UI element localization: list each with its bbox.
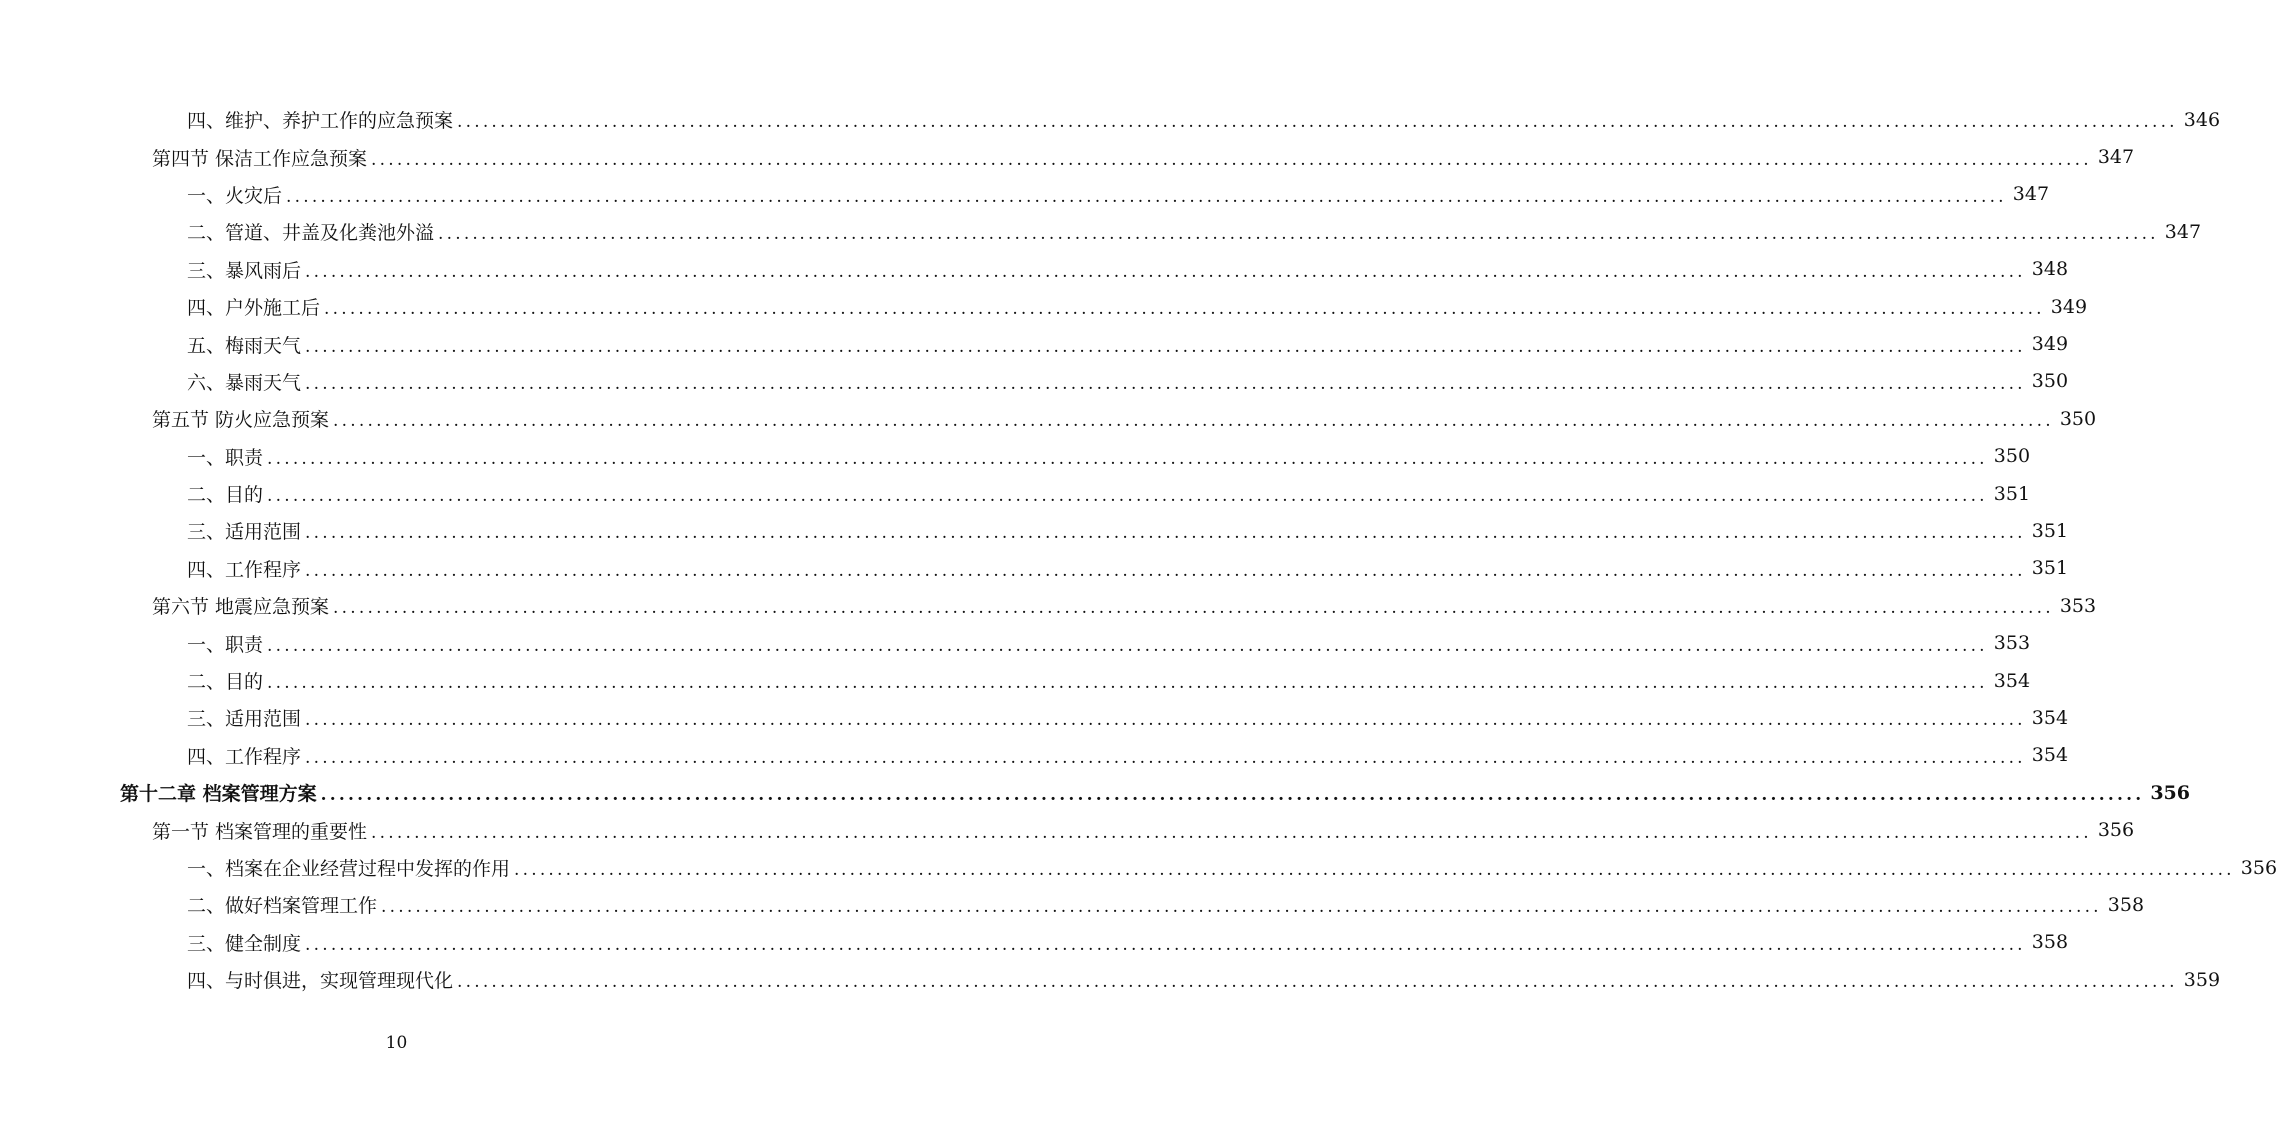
toc-page-number: 349 (2031, 333, 2069, 356)
toc-entry-title: 三、暴风雨后 (187, 259, 302, 282)
toc-page-number: 347 (2012, 183, 2050, 206)
toc-section-row[interactable] (0, 138, 2135, 175)
toc-dot-leader: ........................................................................................................................................................................................................ (267, 486, 1988, 507)
toc-dot-leader: ........................................................................................................................................................................................................ (333, 598, 2054, 619)
toc-entry-title: 三、健全制度 (187, 932, 302, 955)
toc-item-row[interactable] (0, 213, 2202, 250)
toc-item-row[interactable] (0, 924, 2069, 961)
toc-entry-title: 第六节 地震应急预案 (152, 596, 330, 619)
toc-page-number: 358 (2107, 893, 2145, 916)
toc-item-row[interactable] (0, 737, 2069, 774)
toc-item-row[interactable] (0, 961, 2221, 998)
toc-dot-leader: ........................................................................................................................................................................................................ (267, 635, 1988, 656)
toc-dot-leader: ........................................................................................................................................................................................................ (286, 186, 2007, 207)
toc-item-row[interactable] (0, 512, 2069, 549)
toc-item-row[interactable] (0, 699, 2069, 736)
toc-dot-leader: ........................................................................................................................................................................................................ (333, 411, 2054, 432)
toc-entry-title: 一、职责 (187, 446, 264, 469)
toc-dot-leader: ........................................................................................................................................................................................................ (320, 785, 2145, 806)
toc-dot-leader: ........................................................................................................................................................................................................ (324, 299, 2045, 320)
toc-item-row[interactable] (0, 475, 2031, 512)
toc-dot-leader: ........................................................................................................................................................................................................ (514, 860, 2235, 880)
toc-entry-title: 二、管道、井盖及化粪池外溢 (187, 222, 435, 245)
toc-page-number: 350 (2031, 370, 2069, 393)
toc-dot-leader: ........................................................................................................................................................................................................ (438, 224, 2159, 245)
toc-entry-title: 二、目的 (187, 671, 264, 694)
toc-page-number: 356 (2150, 781, 2190, 804)
toc-page-number: 346 (2183, 108, 2221, 131)
toc-entry-title: 三、适用范围 (187, 708, 302, 731)
toc-page-number: 347 (2097, 146, 2135, 169)
toc-page-number: 353 (2059, 594, 2097, 617)
toc-entry-title: 四、与时俱进，实现管理现代化 (187, 970, 454, 993)
toc-dot-leader: ........................................................................................................................................................................................................ (305, 336, 2026, 357)
toc-dot-leader: ........................................................................................................................................................................................................ (381, 897, 2102, 918)
toc-page-number: 353 (1993, 632, 2031, 655)
toc-dot-leader: ........................................................................................................................................................................................................ (267, 673, 1988, 694)
toc-section-row[interactable] (0, 587, 2097, 624)
toc-dot-leader: ........................................................................................................................................................................................................ (305, 560, 2026, 581)
toc-item-row[interactable] (0, 662, 2031, 699)
toc-entry-title: 第四节 保洁工作应急预案 (152, 147, 368, 170)
toc-page-number: 359 (2183, 968, 2221, 991)
toc-dot-leader: ........................................................................................................................................................................................................ (371, 822, 2092, 843)
toc-dot-leader: ........................................................................................................................................................................................................ (305, 710, 2026, 731)
toc-entry-title: 第十二章 档案管理方案 (120, 783, 317, 806)
toc-page-number: 350 (2059, 407, 2097, 430)
toc-item-row[interactable] (0, 176, 2050, 213)
toc-section-row[interactable] (0, 400, 2097, 437)
toc-item-row[interactable] (0, 849, 2277, 886)
toc-item-row[interactable] (0, 251, 2069, 288)
toc-page-number: 348 (2031, 258, 2069, 281)
toc-dot-leader: ........................................................................................................................................................................................................ (457, 112, 2178, 133)
toc-entry-title: 一、职责 (187, 633, 264, 656)
toc-page-number: 351 (1993, 482, 2031, 505)
toc-dot-leader: ........................................................................................................................................................................................................ (305, 373, 2026, 394)
toc-dot-leader: ........................................................................................................................................................................................................ (305, 747, 2026, 768)
toc-page-number: 351 (2031, 519, 2069, 542)
toc-entry-title: 四、维护、养护工作的应急预案 (187, 110, 454, 133)
toc-dot-leader: ........................................................................................................................................................................................................ (305, 261, 2026, 282)
page-number: 10 (385, 1033, 408, 1053)
toc-dot-leader: ........................................................................................................................................................................................................ (305, 934, 2026, 955)
toc-entry-title: 二、目的 (187, 484, 264, 507)
toc-entry-title: 一、档案在企业经营过程中发挥的作用 (187, 858, 511, 880)
toc-entry-title: 四、工作程序 (187, 558, 302, 581)
toc-item-row[interactable] (0, 101, 2221, 138)
toc-entry-title: 三、适用范围 (187, 521, 302, 544)
toc-item-row[interactable] (0, 886, 2145, 923)
toc-dot-leader: ........................................................................................................................................................................................................ (457, 972, 2178, 993)
toc-dot-leader: ........................................................................................................................................................................................................ (267, 448, 1988, 469)
toc-page-number: 354 (1993, 669, 2031, 692)
toc-page-number: 354 (2031, 706, 2069, 729)
toc-page-number: 349 (2050, 295, 2088, 318)
toc-section-row[interactable] (0, 811, 2135, 848)
toc-item-row[interactable] (0, 288, 2088, 325)
toc-entry-title: 五、梅雨天气 (187, 334, 302, 357)
toc-entry-title: 六、暴雨天气 (187, 371, 302, 394)
toc-page-number: 356 (2240, 856, 2277, 879)
toc-entry-title: 二、做好档案管理工作 (187, 895, 378, 918)
toc-item-row[interactable] (0, 325, 2069, 362)
toc-dot-leader: ........................................................................................................................................................................................................ (305, 523, 2026, 544)
toc-item-row[interactable] (0, 438, 2031, 475)
toc-entry-title: 第五节 防火应急预案 (152, 409, 330, 432)
table-of-contents (0, 101, 2277, 998)
toc-entry-title: 四、工作程序 (187, 745, 302, 768)
toc-entry-title: 一、火灾后 (187, 184, 283, 207)
toc-page-number: 350 (1993, 445, 2031, 468)
toc-page-number: 347 (2164, 220, 2202, 243)
toc-dot-leader: ........................................................................................................................................................................................................ (371, 149, 2092, 170)
toc-entry-title: 第一节 档案管理的重要性 (152, 820, 368, 843)
toc-page-number: 354 (2031, 744, 2069, 767)
toc-page-number: 358 (2031, 931, 2069, 954)
toc-item-row[interactable] (0, 624, 2031, 661)
toc-entry-title: 四、户外施工后 (187, 297, 321, 320)
toc-item-row[interactable] (0, 550, 2069, 587)
toc-page-number: 356 (2097, 819, 2135, 842)
toc-item-row[interactable] (0, 363, 2069, 400)
toc-chapter-row[interactable] (0, 774, 2190, 811)
toc-page-number: 351 (2031, 557, 2069, 580)
